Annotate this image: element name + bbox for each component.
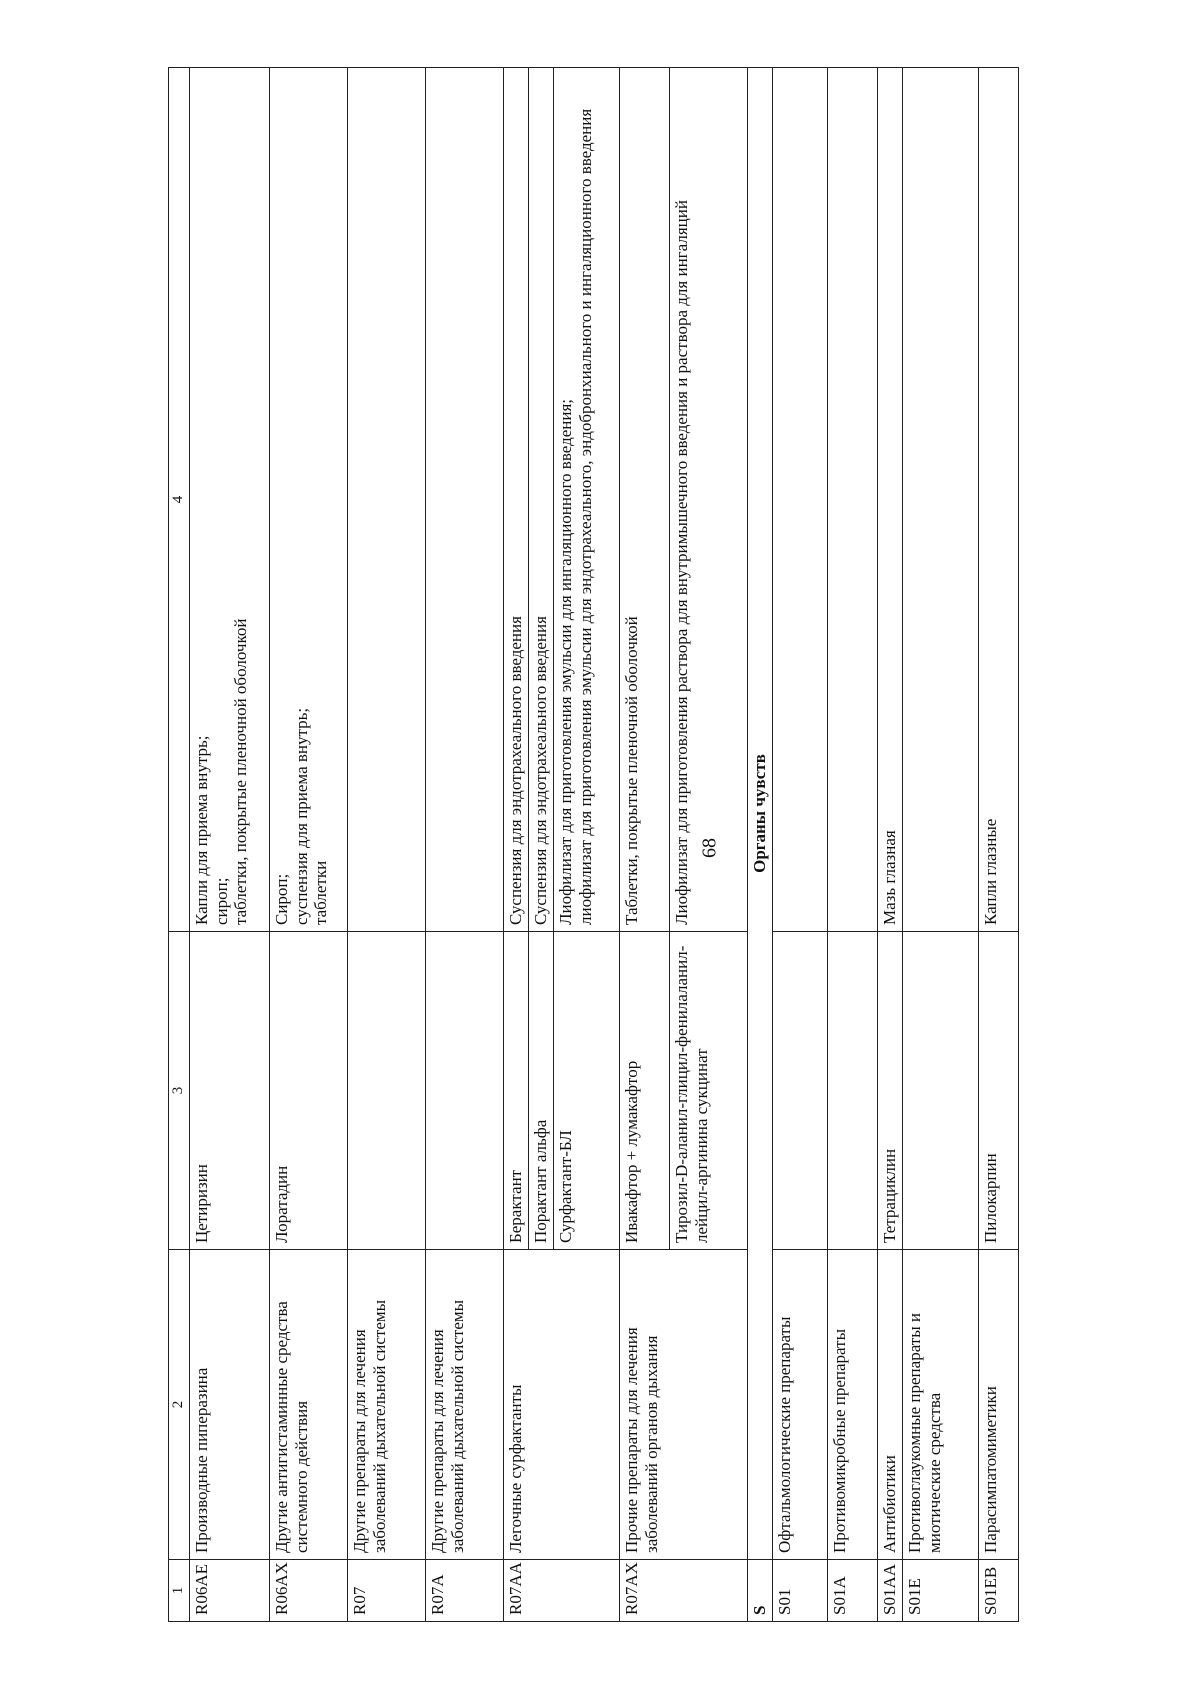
drug-name: Пилокарпин	[979, 932, 1019, 1250]
dosage-form: Суспензия для эндотрахеального введения	[504, 68, 529, 932]
column-number-row	[169, 68, 190, 1622]
group-name: Другие препараты для лечения заболеваний дыхательной системы	[348, 1250, 426, 1560]
atc-code: S01A	[828, 1560, 878, 1622]
atc-code: R07AX	[620, 1560, 748, 1622]
atc-code: S01AA	[878, 1560, 903, 1622]
atc-code: R07AA	[504, 1560, 620, 1622]
col-number-2: 2	[169, 1250, 190, 1560]
drug-name: Тирозил-D-аланил-глицил-фенилаланил-лейцил-аргинина сукцинат	[670, 932, 748, 1250]
section-title: Органы чувств	[748, 68, 773, 1560]
medicine-table	[168, 67, 1019, 1622]
group-name: Антибиотики	[878, 1250, 903, 1560]
drug-name	[903, 932, 979, 1250]
medicine-table-sheet	[168, 67, 1000, 1622]
drug-name	[426, 932, 504, 1250]
dosage-form	[903, 68, 979, 932]
dosage-form: Лиофилизат для приготовления раствора для внутримышечного введения и раствора для ингаляций	[670, 68, 748, 932]
table-row	[828, 68, 878, 1622]
drug-name: Цетиризин	[190, 932, 270, 1250]
dosage-form: Таблетки, покрытые пленочной оболочкой	[620, 68, 670, 932]
dosage-form	[828, 68, 878, 932]
drug-name: Тетрациклин	[878, 932, 903, 1250]
atc-code: S01EB	[979, 1560, 1019, 1622]
dosage-form: Суспензия для эндотрахеального введения	[529, 68, 554, 932]
drug-name: Лоратадин	[270, 932, 348, 1250]
table-row	[903, 68, 979, 1622]
page-number: 68	[698, 838, 721, 858]
dosage-form	[348, 68, 426, 932]
drug-name: Сурфактант-БЛ	[554, 932, 620, 1250]
atc-code: R07	[348, 1560, 426, 1622]
atc-code: S01	[773, 1560, 828, 1622]
group-name: Другие антигистаминные средства системного действия	[270, 1250, 348, 1560]
table-row	[878, 68, 903, 1622]
dosage-form: Сироп; суспензия для приема внутрь; таблетки	[270, 68, 348, 932]
drug-name: Берактант	[504, 932, 529, 1250]
table-row	[620, 68, 670, 1622]
section-row	[748, 68, 773, 1622]
group-name: Противоглаукомные препараты и миотические средства	[903, 1250, 979, 1560]
atc-code: R06AX	[270, 1560, 348, 1622]
group-name: Другие препараты для лечения заболеваний дыхательной системы	[426, 1250, 504, 1560]
table-row	[979, 68, 1019, 1622]
atc-code: R07A	[426, 1560, 504, 1622]
dosage-form	[426, 68, 504, 932]
col-number-3: 3	[169, 932, 190, 1250]
atc-code: R06AE	[190, 1560, 270, 1622]
table-row	[773, 68, 828, 1622]
section-code: S	[748, 1560, 773, 1622]
table-row	[426, 68, 504, 1622]
col-number-1: 1	[169, 1560, 190, 1622]
drug-name: Порактант альфа	[529, 932, 554, 1250]
group-name: Парасимпатомиметики	[979, 1250, 1019, 1560]
table-row	[504, 68, 529, 1622]
drug-name: Ивакафтор + лумакафтор	[620, 932, 670, 1250]
drug-name	[828, 932, 878, 1250]
group-name: Противомикробные препараты	[828, 1250, 878, 1560]
group-name: Офтальмологические препараты	[773, 1250, 828, 1560]
table-row	[270, 68, 348, 1622]
table-row	[348, 68, 426, 1622]
group-name: Производные пиперазина	[190, 1250, 270, 1560]
dosage-form: Капли для приема внутрь; сироп; таблетки, покрытые пленочной оболочкой	[190, 68, 270, 932]
dosage-form: Капли глазные	[979, 68, 1019, 932]
drug-name	[348, 932, 426, 1250]
dosage-form: Лиофилизат для приготовления эмульсии для ингаляционного введения; лиофилизат для приготовления эмульсии для эндотрахеального, эндобронхиального и ингаляционного введения	[554, 68, 620, 932]
drug-name	[773, 932, 828, 1250]
group-name: Легочные сурфактанты	[504, 1250, 620, 1560]
dosage-form	[773, 68, 828, 932]
dosage-form: Мазь глазная	[878, 68, 903, 932]
group-name: Прочие препараты для лечения заболеваний органов дыхания	[620, 1250, 748, 1560]
col-number-4: 4	[169, 68, 190, 932]
atc-code: S01E	[903, 1560, 979, 1622]
table-row	[190, 68, 270, 1622]
